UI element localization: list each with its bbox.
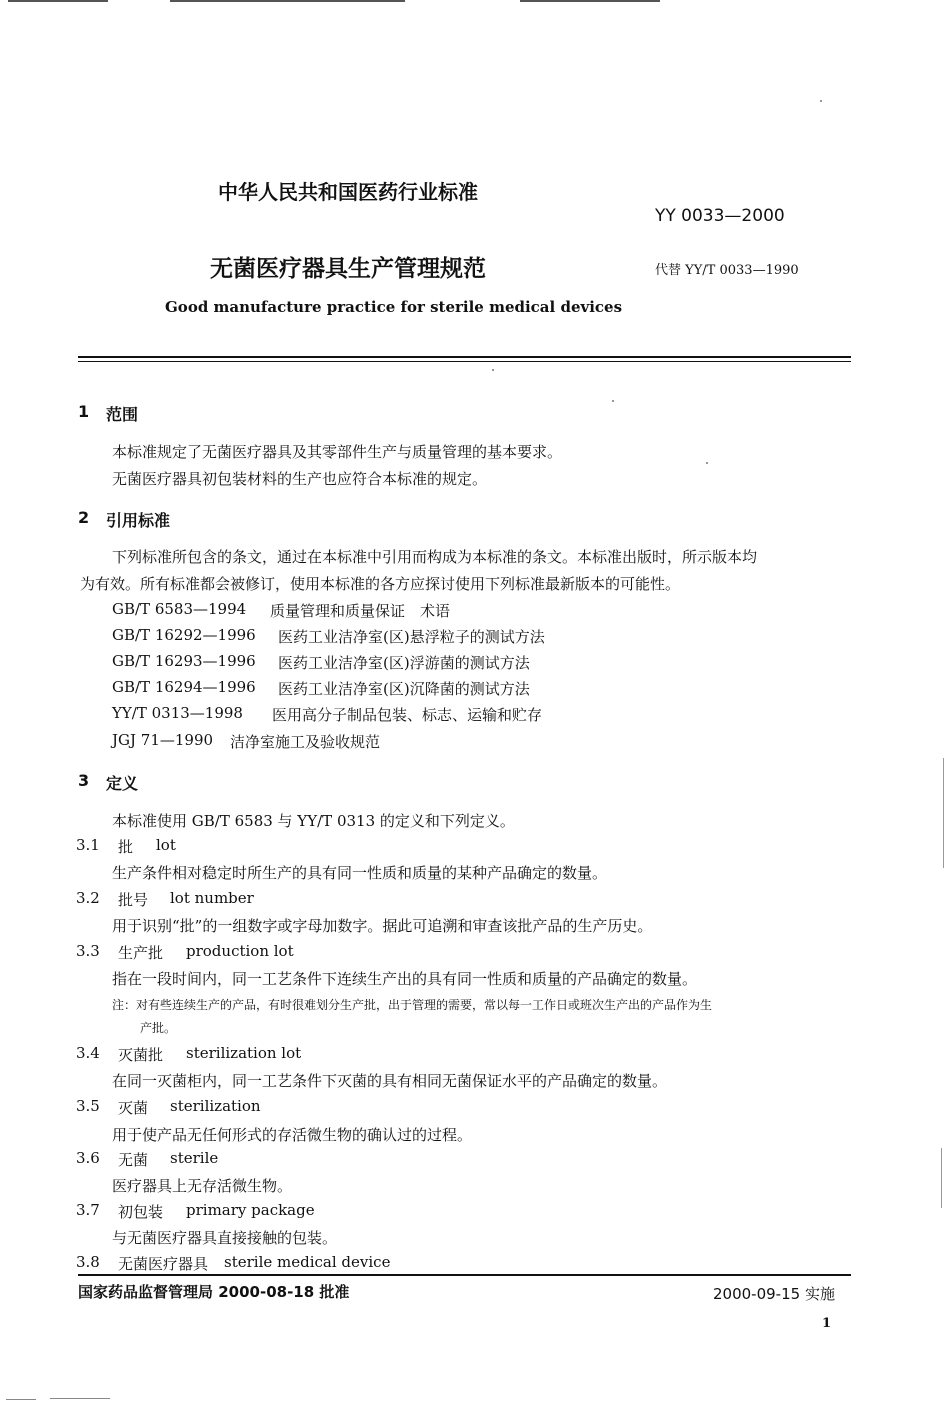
definition-number: 3.8 xyxy=(76,1253,100,1271)
definition-term-en: lot number xyxy=(170,889,254,907)
ref-code: GB/T 16294—1996 xyxy=(112,678,256,696)
definition-number: 3.4 xyxy=(76,1044,100,1062)
section-2-title: 引用标准 xyxy=(106,511,171,530)
definition-number: 3.6 xyxy=(76,1149,100,1167)
definition-text: 用于使产品无任何形式的存活微生物的确认过的过程。 xyxy=(112,1126,473,1144)
scan-artifact xyxy=(8,0,108,2)
scan-artifact xyxy=(520,0,660,2)
definition-term-en: sterilization xyxy=(170,1097,261,1115)
definition-term: 生产批 xyxy=(118,944,164,962)
ref-title: 医药工业洁净室(区)悬浮粒子的测试方法 xyxy=(278,628,545,646)
definition-term-en: lot xyxy=(156,836,176,854)
section-3-intro: 本标准使用 GB/T 6583 与 YY/T 0313 的定义和下列定义。 xyxy=(112,812,515,830)
definition-number: 3.5 xyxy=(76,1097,100,1115)
ref-title: 洁净室施工及验收规范 xyxy=(230,733,381,751)
approval-date: 国家药品监督管理局 2000-08-18 批准 xyxy=(78,1283,350,1301)
page-number: 1 xyxy=(822,1316,832,1331)
definition-term-en: production lot xyxy=(186,942,294,960)
definition-term-en: sterile medical device xyxy=(224,1253,391,1271)
document-title-en: Good manufacture practice for sterile medical devices xyxy=(165,298,623,316)
definition-number: 3.7 xyxy=(76,1201,100,1219)
section-1-paragraph: 无菌医疗器具初包装材料的生产也应符合本标准的规定。 xyxy=(112,470,488,488)
definition-note: 注：对有些连续生产的产品，有时很难划分生产批，出于管理的需要，常以每一工作日或班次生产出的产品作为生 xyxy=(112,998,713,1012)
ref-code: GB/T 16292—1996 xyxy=(112,626,256,644)
section-2-paragraph: 为有效。所有标准都会被修订，使用本标准的各方应探讨使用下列标准最新版本的可能性。 xyxy=(80,575,681,593)
document-title: 无菌医疗器具生产管理规范 xyxy=(210,256,486,282)
effective-date: 2000-09-15 实施 xyxy=(713,1285,835,1303)
definition-term-en: primary package xyxy=(186,1201,315,1219)
org-name: 中华人民共和国医药行业标准 xyxy=(218,180,478,204)
header-rule-thin xyxy=(78,361,851,362)
footer-rule xyxy=(78,1274,851,1276)
definition-term: 初包装 xyxy=(118,1203,164,1221)
ref-code: YY/T 0313—1998 xyxy=(112,704,243,722)
scan-speck xyxy=(820,100,822,102)
definition-term: 批号 xyxy=(118,891,149,909)
header-rule xyxy=(78,356,851,358)
ref-title: 医药工业洁净室(区)沉降菌的测试方法 xyxy=(278,680,530,698)
ref-code: JGJ 71—1990 xyxy=(112,731,214,749)
definition-term: 灭菌 xyxy=(118,1099,149,1117)
standard-code: YY 0033—2000 xyxy=(655,206,785,226)
section-3-number: 3 xyxy=(78,771,90,790)
scan-speck xyxy=(706,462,708,464)
section-1-title: 范围 xyxy=(106,405,139,424)
ref-title: 医用高分子制品包装、标志、运输和贮存 xyxy=(272,706,543,724)
scan-artifact xyxy=(6,1399,36,1400)
section-2-number: 2 xyxy=(78,508,90,527)
scan-speck xyxy=(612,400,614,402)
definition-term-en: sterilization lot xyxy=(186,1044,302,1062)
definition-text: 生产条件相对稳定时所生产的具有同一性质和质量的某种产品确定的数量。 xyxy=(112,864,608,882)
replaces-standard: 代替 YY/T 0033—1990 xyxy=(655,263,799,278)
section-3-title: 定义 xyxy=(106,774,139,793)
section-2-paragraph: 下列标准所包含的条文，通过在本标准中引用而构成为本标准的条文。本标准出版时，所示版本均 xyxy=(112,548,758,566)
definition-number: 3.2 xyxy=(76,889,100,907)
definition-term: 无菌 xyxy=(118,1151,149,1169)
definition-term-en: sterile xyxy=(170,1149,219,1167)
definition-text: 医疗器具上无存活微生物。 xyxy=(112,1177,293,1195)
definition-term: 无菌医疗器具 xyxy=(118,1255,209,1273)
scan-edge-mark xyxy=(943,758,944,868)
ref-code: GB/T 16293—1996 xyxy=(112,652,256,670)
ref-title: 医药工业洁净室(区)浮游菌的测试方法 xyxy=(278,654,530,672)
definition-text: 用于识别“批”的一组数字或字母加数字。据此可追溯和审查该批产品的生产历史。 xyxy=(112,917,653,935)
definition-number: 3.1 xyxy=(76,836,100,854)
section-1-number: 1 xyxy=(78,402,90,421)
scan-artifact xyxy=(50,1398,110,1399)
scan-edge-mark xyxy=(941,1148,942,1208)
ref-title: 质量管理和质量保证 术语 xyxy=(270,602,451,620)
definition-text: 在同一灭菌柜内，同一工艺条件下灭菌的具有相同无菌保证水平的产品确定的数量。 xyxy=(112,1072,668,1090)
definition-term: 批 xyxy=(118,838,134,856)
scan-artifact xyxy=(170,0,405,2)
definition-note: 产批。 xyxy=(140,1021,177,1035)
definition-text: 与无菌医疗器具直接接触的包装。 xyxy=(112,1229,338,1247)
ref-code: GB/T 6583—1994 xyxy=(112,600,247,618)
definition-term: 灭菌批 xyxy=(118,1046,164,1064)
section-1-paragraph: 本标准规定了无菌医疗器具及其零部件生产与质量管理的基本要求。 xyxy=(112,443,563,461)
definition-number: 3.3 xyxy=(76,942,100,960)
definition-text: 指在一段时间内，同一工艺条件下连续生产出的具有同一性质和质量的产品确定的数量。 xyxy=(112,970,698,988)
scan-speck xyxy=(492,369,494,371)
